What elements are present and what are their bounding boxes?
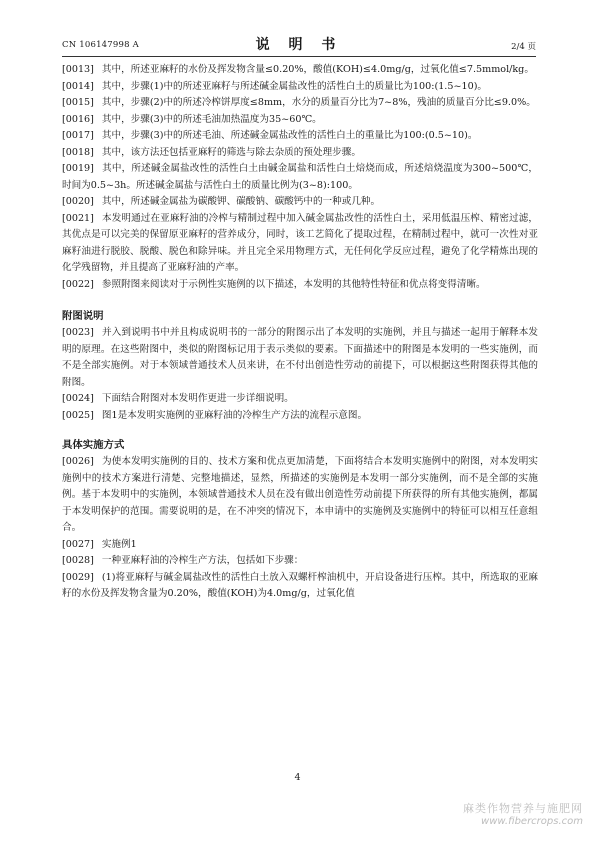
paragraph-number: [0019] <box>62 163 94 174</box>
paragraph-number: [0022] <box>62 278 94 290</box>
paragraph-text: 图1是本发明实施例的亚麻籽油的冷榨生产方法的流程示意图。 <box>101 409 368 421</box>
paragraph-number: [0028] <box>62 555 94 566</box>
paragraph-0018 <box>62 145 538 162</box>
paragraph-0023 <box>62 325 538 391</box>
paragraph-0017 <box>62 128 538 145</box>
paragraph-text: 其中，步骤(1)中的所述亚麻籽与所述碱金属盐改性的活性白土的质量比为100:(1.5~10)。 <box>101 80 488 92</box>
paragraph-text: 实施例1 <box>101 538 137 550</box>
document-title: 说 明 书 <box>255 37 343 53</box>
page-header <box>62 34 536 54</box>
paragraph-number: [0026] <box>62 456 94 467</box>
paragraph-number: [0013] <box>62 64 94 75</box>
paragraph-number: [0015] <box>62 97 94 108</box>
paragraph-text: 参照附图来阅读对于示例性实施例的以下描述，本发明的其他特性特征和优点将变得清晰。 <box>101 278 486 290</box>
paragraph-text: 本发明通过在亚麻籽油的冷榨与精制过程中加入碱金属盐改性的活性白土，采用低温压榨、精密过滤，其优点是可以完美的保留原亚麻籽的营养成分，同时，该工艺简化了提取过程，在精制过程中，就可一次性对亚麻籽油进行脱胶、脱酸、脱色和除异味。并且完全采用物理方式，无任何化学反应过程，避免了化学精炼出现的化学残留物，并且提高了亚麻籽油的产率。 <box>62 212 538 273</box>
paragraph-text: 并入到说明书中并且构成说明书的一部分的附图示出了本发明的实施例，并且与描述一起用于解释本发明的原理。在这些附图中，类似的附图标记用于表示类似的要素。下面描述中的附图是本发明的一些实施例，而不是全部实施例。对于本领域普通技术人员来讲，在不付出创造性劳动的前提下，可以根据这些附图获得其他的附图。 <box>62 327 538 388</box>
paragraph-number: [0014] <box>62 80 94 92</box>
paragraph-number: [0023] <box>62 327 94 338</box>
paragraph-text: 其中，步骤(2)中的所述冷榨饼厚度≤8mm，水分的质量百分比为7~8%，残油的质量百分比≤9.0%。 <box>101 97 536 108</box>
paragraph-0019 <box>62 161 538 194</box>
document-body <box>62 62 538 603</box>
paragraph-text: 下面结合附图对本发明作更进一步详细说明。 <box>101 393 294 404</box>
paragraph-0021 <box>62 211 538 277</box>
paragraph-text: 其中，所述碱金属盐为碳酸钾、碳酸钠、碳酸钙中的一种或几种。 <box>101 196 381 207</box>
section-heading-embodiments: 具体实施方式 <box>62 439 125 451</box>
paragraph-number: [0025] <box>62 409 94 421</box>
paragraph-number: [0021] <box>62 212 94 224</box>
watermark-site-name: 麻类作物营养与施肥网 <box>463 802 583 815</box>
paragraph-number: [0027] <box>62 538 94 550</box>
site-watermark <box>463 800 583 827</box>
paragraph-number: [0029] <box>62 571 94 583</box>
paragraph-text: (1)将亚麻籽与碱金属盐改性的活性白土放入双螺杆榨油机中，开启设备进行压榨。其中，所选取的亚麻籽的水份及挥发物含量为0.20%，酸值(KOH)为4.0mg/g，过氧化值 <box>62 571 538 599</box>
paragraph-0029 <box>62 570 538 603</box>
paragraph-text: 其中，所述碱金属盐改性的活性白土由碱金属盐和活性白土焙烧而成，所述焙烧温度为300~500℃，时间为0.5~3h。所述碱金属盐与活性白土的质量比例为(3~8):100。 <box>62 163 538 191</box>
section-heading-figures: 附图说明 <box>62 310 104 322</box>
header-divider <box>62 56 536 57</box>
paragraph-0020 <box>62 194 538 211</box>
paragraph-text: 其中，步骤(3)中的所述毛油加热温度为35~60℃。 <box>101 113 322 125</box>
paragraph-text: 为使本发明实施例的目的、技术方案和优点更加清楚，下面将结合本发明实施例中的附图，对本发明实施例中的技术方案进行清楚、完整地描述，显然，所描述的实施例是本发明一部分实施例，而不是全部的实施例。基于本发明中的实施例，本领域普通技术人员在没有做出创造性劳动前提下所获得的所有其他实施例，都属于本发明保护的范围。需要说明的是，在不冲突的情况下，本申请中的实施例及实施例中的特征可以相互任意组合。 <box>62 456 538 533</box>
paragraph-number: [0020] <box>62 196 94 207</box>
paragraph-0016 <box>62 112 538 129</box>
paragraph-text: 其中，步骤(3)中的所述毛油、所述碱金属盐改性的活性白土的重量比为100:(0.5~10)。 <box>101 130 478 141</box>
paragraph-text: 一种亚麻籽油的冷榨生产方法，包括如下步骤： <box>101 555 304 566</box>
paragraph-text: 其中，该方法还包括亚麻籽的筛选与除去杂质的预处理步骤。 <box>101 146 361 158</box>
paragraph-number: [0017] <box>62 130 94 141</box>
paragraph-0025 <box>62 408 538 425</box>
paragraph-0028 <box>62 553 538 570</box>
paragraph-0022 <box>62 277 538 294</box>
paragraph-0013 <box>62 62 538 79</box>
paragraph-0027 <box>62 537 538 554</box>
paragraph-text: 其中，所述亚麻籽的水份及挥发物含量≤0.20%，酸值(KOH)≤4.0mg/g，过氧化值≤7.5mmol/kg。 <box>101 64 534 75</box>
watermark-url: www.fibercrops.com <box>481 816 583 827</box>
paragraph-0015 <box>62 95 538 112</box>
paragraph-number: [0018] <box>62 146 94 158</box>
paragraph-number: [0024] <box>62 393 94 404</box>
document-number: CN 106147998 A <box>62 40 139 50</box>
paragraph-0026 <box>62 454 538 537</box>
paragraph-number: [0016] <box>62 113 94 125</box>
paragraph-0014 <box>62 79 538 96</box>
paragraph-0024 <box>62 391 538 408</box>
page-number: 4 <box>294 772 301 783</box>
page-count: 2/4 页 <box>511 42 536 52</box>
